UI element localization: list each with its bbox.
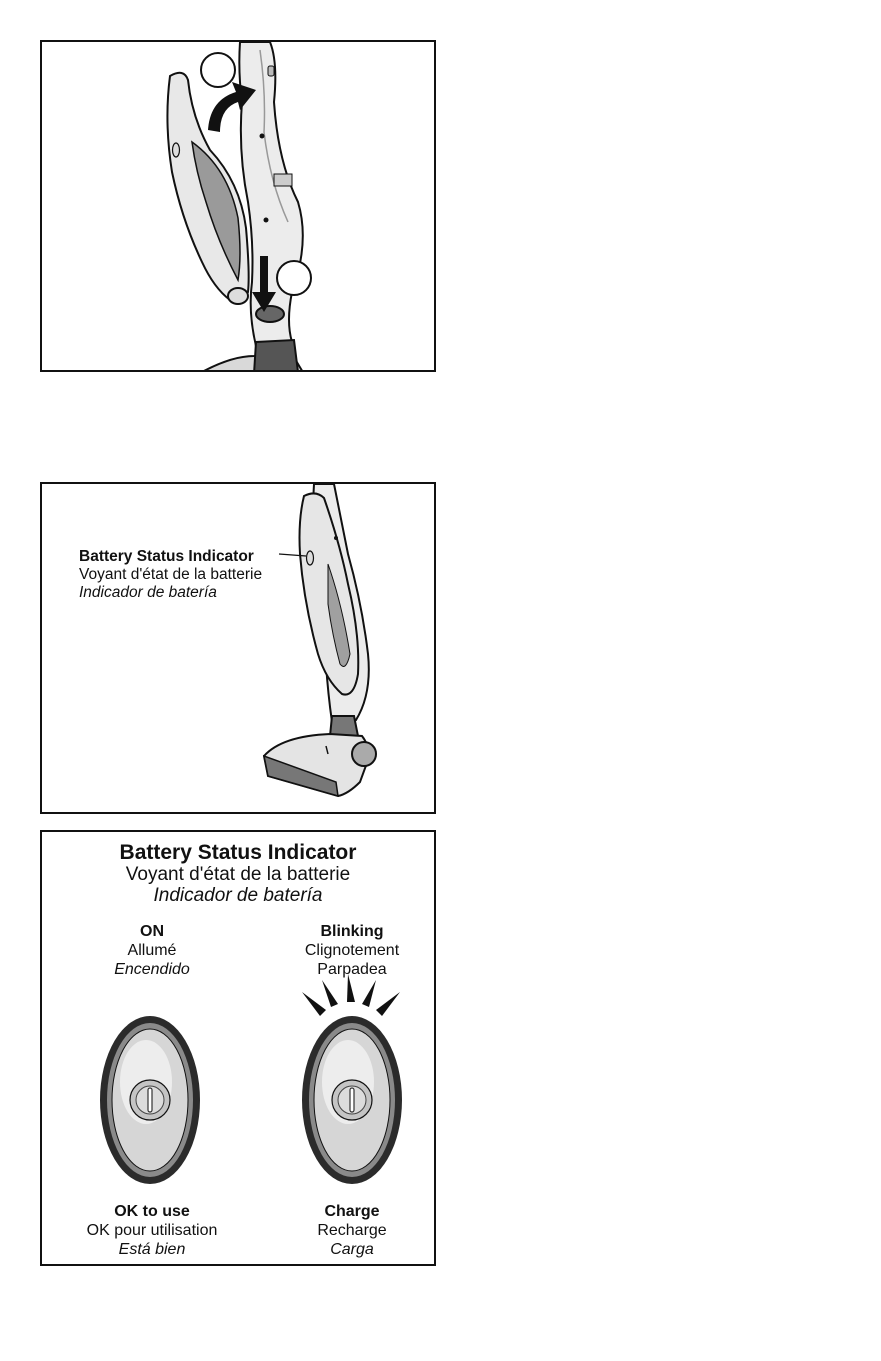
indicator-callout — [79, 548, 262, 602]
label-charge-es: Carga — [330, 1241, 374, 1258]
label-charge — [272, 1202, 432, 1259]
power-icon — [332, 1080, 372, 1120]
legend-title-es: Indicador de batería — [153, 885, 323, 906]
step-circle-1 — [201, 53, 235, 87]
callout-es: Indicador de batería — [79, 584, 217, 601]
label-ok — [72, 1202, 232, 1259]
label-on-en: ON — [140, 923, 164, 940]
blink-rays-icon — [302, 974, 400, 1016]
power-icon — [130, 1080, 170, 1120]
label-ok-en: OK to use — [114, 1203, 190, 1220]
label-blinking-en: Blinking — [320, 923, 384, 940]
label-ok-fr: OK pour utilisation — [86, 1222, 218, 1239]
callout-fr: Voyant d'état de la batterie — [79, 566, 263, 583]
label-charge-fr: Recharge — [317, 1222, 387, 1239]
indicator-legend-panel — [40, 830, 436, 1266]
label-blinking-es: Parpadea — [317, 961, 387, 978]
label-ok-es: Está bien — [118, 1241, 186, 1258]
legend-title-en: Battery Status Indicator — [119, 841, 357, 864]
label-on-fr: Allumé — [127, 942, 177, 959]
indicator-buttons-illustration — [42, 832, 436, 1266]
label-charge-en: Charge — [324, 1203, 380, 1220]
vacuum-illustration — [42, 484, 436, 814]
callout-en: Battery Status Indicator — [79, 548, 254, 565]
step-circle-2 — [277, 261, 311, 295]
indicator-on — [100, 1016, 200, 1184]
label-blinking-fr: Clignotement — [304, 942, 400, 959]
indicator-blinking — [302, 1016, 402, 1184]
battery-install-illustration — [42, 42, 436, 372]
battery-install-illustration-panel — [40, 40, 436, 372]
legend-title-fr: Voyant d'état de la batterie — [125, 864, 351, 885]
label-on-es: Encendido — [114, 961, 190, 978]
indicator-location-panel — [40, 482, 436, 814]
